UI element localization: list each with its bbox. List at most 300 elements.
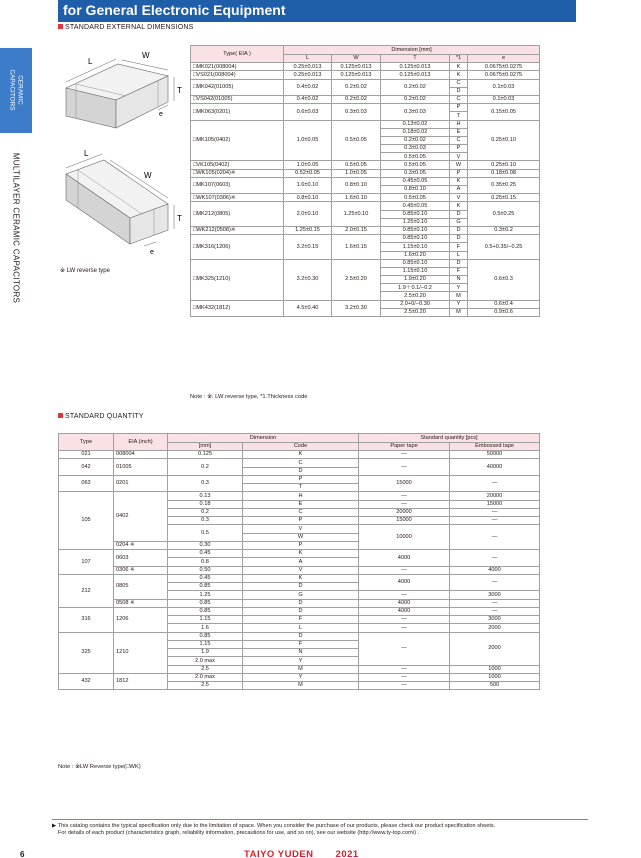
footer-divider xyxy=(52,819,588,820)
table-cell: □MK042(01005) xyxy=(191,79,284,95)
diagram2-label-w: W xyxy=(144,171,152,180)
table-cell: 0.2±0.02 xyxy=(332,95,381,103)
table-cell: Y xyxy=(243,657,359,665)
table-cell: 0.85±0.10 xyxy=(381,235,450,243)
table-cell: T xyxy=(450,112,468,120)
table-cell: □MK432(1812) xyxy=(191,300,284,316)
table-cell: F xyxy=(243,616,359,624)
catalog-year: 2021 xyxy=(335,849,359,858)
table-cell: L xyxy=(450,251,468,259)
table-cell: 0.5±0.05 xyxy=(332,120,381,161)
table-cell: D xyxy=(243,467,359,475)
table-cell: 0.125 xyxy=(168,451,243,459)
table-cell: — xyxy=(359,500,450,508)
table-cell: 50000 xyxy=(450,451,540,459)
product-line-label: MULTILAYER CERAMIC CAPACITORS xyxy=(11,152,21,304)
table-cell: K xyxy=(450,202,468,210)
table-cell: 0.9±0.6 xyxy=(468,308,540,316)
diagram-label-e: e xyxy=(159,111,163,118)
table-cell: 4000 xyxy=(359,599,450,607)
table-cell: 0.5±0.05 xyxy=(381,161,450,169)
table-cell: 0.50 xyxy=(168,566,243,574)
table-row xyxy=(59,574,540,582)
header-dimension: Dimension [mm] xyxy=(284,46,540,55)
table-cell: 1.6±0.20 xyxy=(381,251,450,259)
category-tab-label xyxy=(8,70,23,111)
table-cell: 0402 xyxy=(114,492,168,542)
table-cell: 0.85±0.10 xyxy=(381,259,450,267)
table-row xyxy=(191,104,540,112)
table-cell: 15000 xyxy=(359,475,450,492)
table-cell: — xyxy=(450,574,540,591)
table-cell: V xyxy=(450,194,468,202)
table-row xyxy=(191,202,540,210)
table-cell: 1.6±0.10 xyxy=(284,177,332,193)
table-cell: 1.15±0.10 xyxy=(381,267,450,275)
table-cell: — xyxy=(359,566,450,574)
table-cell: — xyxy=(450,475,540,492)
table-cell: 0.45 xyxy=(168,574,243,582)
table-row xyxy=(191,226,540,234)
table-cell: 0.25±0.15 xyxy=(468,194,540,202)
table-cell: 01005 xyxy=(114,459,168,476)
table-cell: 4000 xyxy=(359,550,450,567)
table-cell: 0.0675±0.0275 xyxy=(468,63,540,71)
table-cell: 0.4±0.02 xyxy=(284,95,332,103)
table-cell: 0306 ※ xyxy=(114,566,168,574)
table-cell: 20000 xyxy=(359,508,450,516)
table-cell: 1.9＋0.1/−0.2 xyxy=(381,284,450,292)
diagram2-label-e: e xyxy=(150,249,154,256)
table-cell: Y xyxy=(450,300,468,308)
table-cell: — xyxy=(359,451,450,459)
table-cell: 1000 xyxy=(450,665,540,673)
table-cell: 325 xyxy=(59,632,114,673)
table-cell: 0.3±0.2 xyxy=(468,226,540,234)
table-row xyxy=(59,599,540,607)
header-paper-tape: Paper tape xyxy=(359,442,450,451)
table-cell: P xyxy=(450,169,468,177)
category-tab-line1: CERAMIC xyxy=(16,75,24,105)
brand-logo xyxy=(244,849,359,858)
table-cell: D xyxy=(243,632,359,640)
table-cell: 0.5+0.35/−0.25 xyxy=(468,235,540,260)
table-cell: P xyxy=(243,475,359,483)
table-row xyxy=(59,632,540,640)
table-cell: 0.125±0.013 xyxy=(332,71,381,79)
table-cell: D xyxy=(243,583,359,591)
table-cell: — xyxy=(450,508,540,516)
table-cell: 0.18±0.08 xyxy=(468,169,540,177)
table-cell: D xyxy=(450,259,468,267)
table-cell: 107 xyxy=(59,550,114,575)
diagram-label-w: W xyxy=(142,51,150,60)
table-cell: 0.125±0.013 xyxy=(381,71,450,79)
table-cell: H xyxy=(450,120,468,128)
header-l: L xyxy=(284,54,332,63)
table-cell: K xyxy=(450,71,468,79)
table-cell: 008004 xyxy=(114,451,168,459)
table-cell: 2.5 xyxy=(168,682,243,690)
chip-diagram-standard xyxy=(56,44,188,136)
table-row xyxy=(191,235,540,243)
table-cell: 0.85±0.10 xyxy=(381,226,450,234)
table-cell: — xyxy=(450,517,540,525)
table-cell: 0.85±0.10 xyxy=(381,210,450,218)
table-cell: □MK325(1210) xyxy=(191,259,284,300)
table-cell: Y xyxy=(243,673,359,681)
table-cell: 0603 xyxy=(114,550,168,567)
table-cell: A xyxy=(243,558,359,566)
table-cell: 0.45 xyxy=(168,550,243,558)
table-cell: V xyxy=(243,525,359,533)
table-cell: 2000 xyxy=(450,632,540,665)
table-cell: 0.85 xyxy=(168,607,243,615)
table-cell: — xyxy=(450,599,540,607)
table-row xyxy=(191,169,540,177)
header-standard-quantity: Standard quantity [pcs] xyxy=(359,434,540,443)
table-cell: 0.0675±0.0275 xyxy=(468,71,540,79)
table-cell: — xyxy=(359,682,450,690)
table-cell: □VS042(01005) xyxy=(191,95,284,103)
table-cell: — xyxy=(359,459,450,476)
table-cell: 0.25±0.10 xyxy=(468,120,540,161)
table-cell: 212 xyxy=(59,574,114,607)
table-cell: F xyxy=(450,267,468,275)
table-cell: 0.1±0.03 xyxy=(468,79,540,95)
table-cell: 0.5±0.05 xyxy=(381,194,450,202)
table-cell: M xyxy=(450,308,468,316)
table-row xyxy=(59,475,540,483)
table-cell: □WK212(0508)※ xyxy=(191,226,284,234)
brand-name: TAIYO YUDEN xyxy=(244,849,314,858)
table-cell: D xyxy=(450,210,468,218)
table-cell: 0.8±0.10 xyxy=(381,186,450,194)
section-title-dimensions xyxy=(58,24,194,31)
table-cell: 15000 xyxy=(359,517,450,525)
table-cell: □MK212(0805) xyxy=(191,202,284,227)
table-row xyxy=(191,95,540,103)
table-cell: □VS021(008004) xyxy=(191,71,284,79)
table-cell: C xyxy=(450,79,468,87)
table-cell: 0.35±0.25 xyxy=(468,177,540,193)
table-cell: 2.0 max xyxy=(168,673,243,681)
table-cell: 021 xyxy=(59,451,114,459)
table-cell: 1812 xyxy=(114,673,168,690)
page-number: 6 xyxy=(20,850,25,858)
table-cell: 2.5±0.20 xyxy=(381,308,450,316)
table-cell: 3.2±0.30 xyxy=(332,300,381,316)
table-cell: — xyxy=(359,624,450,632)
table-cell: 20000 xyxy=(450,492,540,500)
table-row xyxy=(59,550,540,558)
header-thickness-code: *1 xyxy=(450,54,468,63)
table-cell: T xyxy=(243,484,359,492)
table-cell: 1.15±0.10 xyxy=(381,243,450,251)
table-cell: P xyxy=(450,104,468,112)
table-cell: 0.6±0.4 xyxy=(468,300,540,308)
table-cell: 0.25±0.013 xyxy=(284,63,332,71)
table-cell: 2.0 max xyxy=(168,657,243,665)
table-cell: 40000 xyxy=(450,459,540,476)
table-cell: 0.8 xyxy=(168,558,243,566)
table-cell: D xyxy=(450,226,468,234)
table-cell: 0.15±0.05 xyxy=(468,104,540,120)
table-cell: 2000 xyxy=(450,624,540,632)
table-cell: 042 xyxy=(59,459,114,476)
footer-disclaimer xyxy=(52,823,495,837)
table-cell: C xyxy=(243,508,359,516)
table-cell: 1.6±0.10 xyxy=(332,194,381,202)
table-cell: — xyxy=(359,591,450,599)
table-cell: 1000 xyxy=(450,673,540,681)
header-code: Code xyxy=(243,442,359,451)
header-dimension: Dimension xyxy=(168,434,359,443)
dimension-table-body xyxy=(191,63,540,317)
table-cell: M xyxy=(243,665,359,673)
table-cell: 0.85 xyxy=(168,599,243,607)
header-type: Type( EIA ) xyxy=(191,46,284,63)
table-cell: D xyxy=(450,235,468,243)
table-cell: 0.2 xyxy=(168,508,243,516)
table-cell: 0.3±0.03 xyxy=(332,104,381,120)
table-cell: 1.9 xyxy=(168,649,243,657)
header-type: Type xyxy=(59,434,114,451)
table-cell: K xyxy=(243,574,359,582)
table-cell: 1.9±0.20 xyxy=(381,276,450,284)
table-cell: 1.15 xyxy=(168,616,243,624)
table-cell: K xyxy=(243,550,359,558)
quantity-table xyxy=(58,433,540,690)
table-cell: 1.15 xyxy=(168,640,243,648)
table-row xyxy=(191,194,540,202)
table-cell: 0.45±0.05 xyxy=(381,177,450,185)
table-cell: 0.2 xyxy=(168,459,243,476)
table-cell: N xyxy=(450,276,468,284)
table-cell: P xyxy=(450,145,468,153)
table-cell: □MK107(0603) xyxy=(191,177,284,193)
table-cell: D xyxy=(450,87,468,95)
table-cell: 2.5 xyxy=(168,665,243,673)
table-cell: 10000 xyxy=(359,525,450,550)
table-row xyxy=(191,71,540,79)
table-cell: 1210 xyxy=(114,632,168,673)
table-cell: 3000 xyxy=(450,591,540,599)
table-cell: 0.85 xyxy=(168,583,243,591)
table-cell: 1.0±0.05 xyxy=(284,161,332,169)
table-cell: 0.5±0.25 xyxy=(468,202,540,227)
table-cell: P xyxy=(243,517,359,525)
footer-line-2: For details of each product (characteristics graph, reliability information, precautions for use, and so on), see our website (http://www.ty-top.com/) . xyxy=(58,830,420,837)
table-cell: 0.1±0.03 xyxy=(468,95,540,103)
table-cell: — xyxy=(359,673,450,681)
table-cell: C xyxy=(450,95,468,103)
table-cell: G xyxy=(450,218,468,226)
table-cell: 0.3±0.05 xyxy=(381,169,450,177)
table-cell: □VK105(0402) xyxy=(191,161,284,169)
diagram-label-t: T xyxy=(177,86,182,95)
table-cell: C xyxy=(243,459,359,467)
table-cell: 1206 xyxy=(114,607,168,632)
table-row xyxy=(59,451,540,459)
table-cell: — xyxy=(450,607,540,615)
table-cell: — xyxy=(359,492,450,500)
table-cell: 2.5±0.20 xyxy=(381,292,450,300)
table-cell: 063 xyxy=(59,475,114,492)
table-cell: K xyxy=(243,451,359,459)
table-cell: V xyxy=(450,153,468,161)
table-cell: D xyxy=(243,599,359,607)
table-cell: □MK316(1206) xyxy=(191,235,284,260)
chip-diagram-lw-reverse xyxy=(56,142,188,260)
table-cell: 2.0+0/−0.30 xyxy=(381,300,450,308)
table-cell: 1.25 xyxy=(168,591,243,599)
table-cell: 0.5 xyxy=(168,525,243,542)
table-cell: 500 xyxy=(450,682,540,690)
table-cell: 0.18 xyxy=(168,500,243,508)
table-cell: □WK105(0204)※ xyxy=(191,169,284,177)
table-cell: 4000 xyxy=(359,607,450,615)
table-cell: 0.3 xyxy=(168,475,243,492)
table-cell: 0.5±0.05 xyxy=(381,153,450,161)
table-cell: Y xyxy=(450,284,468,292)
table-cell: — xyxy=(359,616,450,624)
table-cell: 0.8±0.10 xyxy=(284,194,332,202)
table-cell: 0.3±0.03 xyxy=(381,104,450,120)
table-cell: N xyxy=(243,649,359,657)
table-cell: 0.2±0.02 xyxy=(332,79,381,95)
table-cell: 0.3±0.03 xyxy=(381,145,450,153)
footer-line-1: ▶ This catalog contains the typical specification only due to the limitation of space. When you consider the purchase of our products, please check our product specification sheets. xyxy=(52,823,496,829)
table-cell: 1.25±0.10 xyxy=(381,218,450,226)
table-cell: K xyxy=(450,177,468,185)
table-cell: 1.6±0.15 xyxy=(332,235,381,260)
dimension-note: Note : ※. LW reverse type, *1.Thickness code xyxy=(190,394,308,400)
table-row xyxy=(191,300,540,308)
header-bar xyxy=(58,0,576,22)
table-cell: 0805 xyxy=(114,574,168,599)
section-marker-icon xyxy=(58,24,63,29)
table-cell: 432 xyxy=(59,673,114,690)
table-cell: 0.25±0.013 xyxy=(284,71,332,79)
table-cell: □MK105(0402) xyxy=(191,120,284,161)
table-cell: 4000 xyxy=(359,574,450,591)
table-cell: 0.125±0.013 xyxy=(332,63,381,71)
table-cell: A xyxy=(450,186,468,194)
table-cell: 1.6 xyxy=(168,624,243,632)
diagram2-label-t: T xyxy=(177,214,182,223)
table-cell: K xyxy=(450,63,468,71)
header-mm: [mm] xyxy=(168,442,243,451)
section-marker-icon xyxy=(58,413,63,418)
table-row xyxy=(59,459,540,467)
table-cell: G xyxy=(243,591,359,599)
section-title-text: STANDARD QUANTITY xyxy=(65,413,144,420)
table-row xyxy=(59,566,540,574)
lw-reverse-note: ※ LW reverse type xyxy=(60,268,110,274)
table-cell: □WK107(0306)※ xyxy=(191,194,284,202)
quantity-table-body xyxy=(59,451,540,690)
table-cell: 0.52±0.05 xyxy=(284,169,332,177)
table-cell: 4000 xyxy=(450,566,540,574)
table-cell: 0.13±0.02 xyxy=(381,120,450,128)
header-t: T xyxy=(381,54,450,63)
section-title-quantity xyxy=(58,413,144,420)
table-cell: 0.2±0.02 xyxy=(381,136,450,144)
table-cell: E xyxy=(243,500,359,508)
diagram-label-l: L xyxy=(88,57,93,66)
table-cell: W xyxy=(243,533,359,541)
table-cell: — xyxy=(359,665,450,673)
table-cell: 3.2±0.30 xyxy=(284,259,332,300)
table-row xyxy=(59,492,540,500)
header-w: W xyxy=(332,54,381,63)
table-cell: D xyxy=(243,607,359,615)
table-row xyxy=(191,161,540,169)
table-cell: 0.2±0.02 xyxy=(381,79,450,95)
table-cell: 0204 ※ xyxy=(114,541,168,549)
table-cell: F xyxy=(450,243,468,251)
table-cell: 1.0±0.05 xyxy=(284,120,332,161)
table-cell: 1.25±0.15 xyxy=(284,226,332,234)
table-cell: 0.125±0.013 xyxy=(381,63,450,71)
table-cell: 105 xyxy=(59,492,114,550)
table-cell: L xyxy=(243,624,359,632)
category-tab-line2: CAPACITORS xyxy=(9,69,16,111)
table-cell: 0.85 xyxy=(168,632,243,640)
table-cell: 0.25±0.10 xyxy=(468,161,540,169)
table-cell: □MK063(0201) xyxy=(191,104,284,120)
table-cell: F xyxy=(243,640,359,648)
table-cell: 0.5±0.05 xyxy=(332,161,381,169)
table-cell: 0.13 xyxy=(168,492,243,500)
category-tab[interactable] xyxy=(0,48,32,133)
table-cell: 0.18±0.02 xyxy=(381,128,450,136)
table-cell: □MK021(008004) xyxy=(191,63,284,71)
table-cell: P xyxy=(243,541,359,549)
table-cell: 2.5±0.20 xyxy=(332,259,381,300)
page-title: for General Electronic Equipment xyxy=(63,2,286,18)
table-cell: 3.2±0.15 xyxy=(284,235,332,260)
table-row xyxy=(191,63,540,71)
table-cell: M xyxy=(243,682,359,690)
table-cell: 1.25±0.10 xyxy=(332,202,381,227)
table-cell: 0.8±0.10 xyxy=(332,177,381,193)
table-cell: — xyxy=(450,550,540,567)
table-cell: — xyxy=(359,632,450,665)
table-cell: — xyxy=(450,525,540,550)
table-cell: 0.6±0.3 xyxy=(468,259,540,300)
table-cell: 15000 xyxy=(450,500,540,508)
table-cell: 0.2±0.02 xyxy=(381,95,450,103)
quantity-note: Note : ※LW Reverse type(□WK) xyxy=(58,764,141,770)
table-cell: 2.0±0.10 xyxy=(284,202,332,227)
table-cell: 0.3 xyxy=(168,517,243,525)
header-embossed-tape: Embossed tape xyxy=(450,442,540,451)
table-row xyxy=(191,259,540,267)
table-cell: M xyxy=(450,292,468,300)
table-row xyxy=(59,607,540,615)
table-row xyxy=(191,120,540,128)
table-cell: V xyxy=(243,566,359,574)
header-eia: EIA (inch) xyxy=(114,434,168,451)
diagram2-label-l: L xyxy=(84,149,89,158)
table-row xyxy=(191,79,540,87)
table-row xyxy=(191,177,540,185)
table-cell: 0.6±0.03 xyxy=(284,104,332,120)
dimension-table xyxy=(190,45,540,317)
table-cell: E xyxy=(450,128,468,136)
